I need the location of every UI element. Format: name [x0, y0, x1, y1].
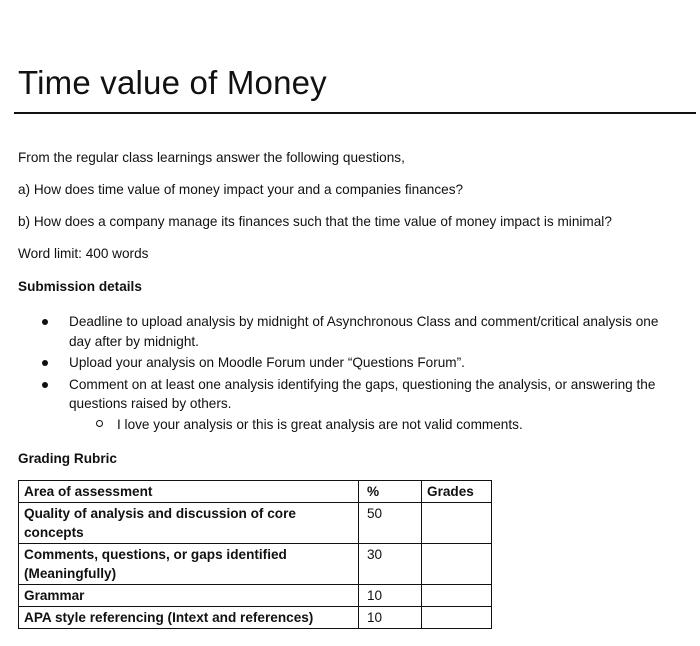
bullet-dot-icon: [42, 319, 48, 325]
bullet-dot-icon: [42, 382, 48, 388]
grading-rubric-table: [18, 480, 492, 629]
intro-text: From the regular class learnings answer the following questions,: [18, 150, 405, 165]
table-row: [19, 585, 492, 607]
bullet-text: Deadline to upload analysis by midnight of Asynchronous Class and comment/critical analysis one day after by midnight.: [69, 314, 659, 349]
table-row: [19, 607, 492, 629]
bullet-item: [40, 312, 680, 351]
grading-heading: Grading Rubric: [18, 451, 117, 466]
header-area: Area of assessment: [19, 481, 359, 503]
submission-bullet-list: [40, 312, 680, 416]
table-header-row: [19, 481, 492, 503]
table-row: [19, 503, 492, 544]
title-divider: [14, 112, 696, 114]
row-grade: [422, 544, 492, 585]
table-row: [19, 544, 492, 585]
row-grade: [422, 503, 492, 544]
bullet-item: [40, 353, 680, 373]
question-b: b) How does a company manage its finances such that the time value of money impact is minimal?: [18, 214, 612, 229]
page-title: Time value of Money: [18, 64, 327, 101]
bullet-dot-icon: [42, 360, 48, 366]
row-area: Comments, questions, or gaps identified (Meaningfully): [19, 544, 359, 585]
sub-bullet-text: I love your analysis or this is great analysis are not valid comments.: [117, 417, 523, 432]
header-percent: %: [359, 481, 422, 503]
row-percent: 10: [359, 607, 422, 629]
row-percent: 50: [359, 503, 422, 544]
word-limit: Word limit: 400 words: [18, 246, 149, 261]
header-grades: Grades: [422, 481, 492, 503]
row-grade: [422, 607, 492, 629]
sub-bullet-item: [96, 417, 523, 432]
row-area: APA style referencing (Intext and references): [19, 607, 359, 629]
bullet-item: [40, 375, 680, 414]
circle-bullet-icon: [96, 420, 103, 427]
row-percent: 10: [359, 585, 422, 607]
row-percent: 30: [359, 544, 422, 585]
row-area: Grammar: [19, 585, 359, 607]
question-a: a) How does time value of money impact your and a companies finances?: [18, 182, 464, 197]
bullet-text: Upload your analysis on Moodle Forum under “Questions Forum”.: [69, 355, 465, 370]
row-grade: [422, 585, 492, 607]
bullet-text: Comment on at least one analysis identifying the gaps, questioning the analysis, or answering the questions raised by others.: [69, 376, 656, 411]
row-area: Quality of analysis and discussion of core concepts: [19, 503, 359, 544]
submission-heading: Submission details: [18, 279, 142, 294]
